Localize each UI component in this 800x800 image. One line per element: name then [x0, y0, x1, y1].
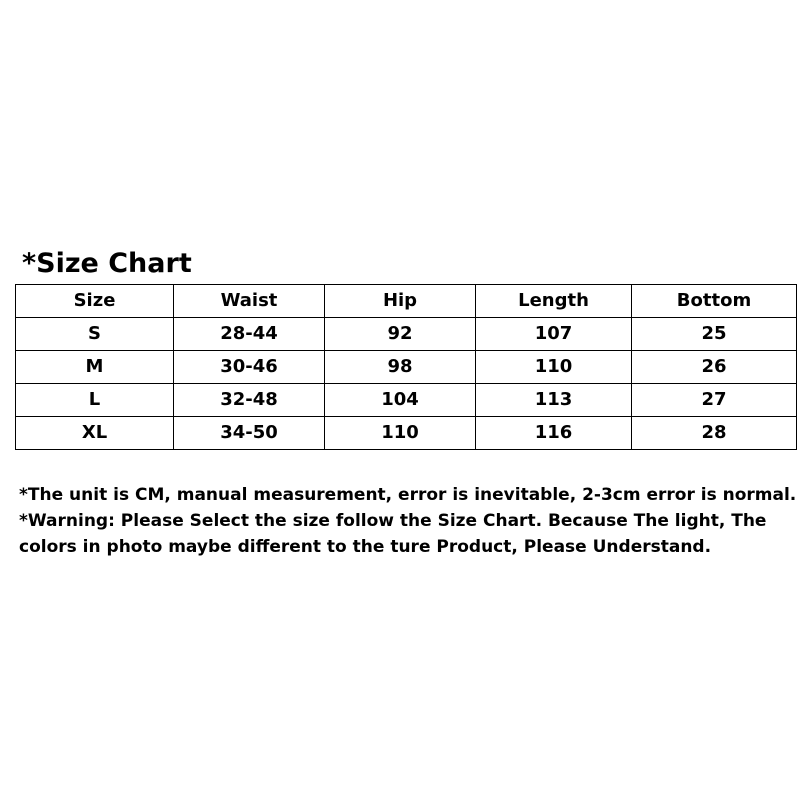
cell-bottom: 28	[632, 417, 797, 450]
header-hip: Hip	[325, 285, 476, 318]
cell-bottom: 26	[632, 351, 797, 384]
header-bottom: Bottom	[632, 285, 797, 318]
header-length: Length	[476, 285, 632, 318]
cell-hip: 98	[325, 351, 476, 384]
cell-bottom: 27	[632, 384, 797, 417]
cell-length: 113	[476, 384, 632, 417]
warning-note: *Warning: Please Select the size follow the Size Chart. Because The light, The colors in photo maybe different to the ture Product, Please Understand.	[19, 511, 767, 557]
cell-length: 110	[476, 351, 632, 384]
unit-note: *The unit is CM, manual measurement, error is inevitable, 2-3cm error is normal.	[19, 485, 797, 505]
cell-length: 107	[476, 318, 632, 351]
cell-size: XL	[16, 417, 174, 450]
header-size: Size	[16, 285, 174, 318]
cell-waist: 32-48	[174, 384, 325, 417]
cell-hip: 92	[325, 318, 476, 351]
size-chart-title: *Size Chart	[22, 248, 192, 279]
table-row	[16, 384, 797, 417]
cell-waist: 34-50	[174, 417, 325, 450]
table-row	[16, 417, 797, 450]
cell-bottom: 25	[632, 318, 797, 351]
size-chart-table	[15, 284, 797, 450]
cell-size: L	[16, 384, 174, 417]
notes-block	[19, 482, 797, 560]
cell-hip: 104	[325, 384, 476, 417]
table-row	[16, 318, 797, 351]
table-row	[16, 351, 797, 384]
cell-size: M	[16, 351, 174, 384]
header-waist: Waist	[174, 285, 325, 318]
table-header-row	[16, 285, 797, 318]
cell-length: 116	[476, 417, 632, 450]
cell-size: S	[16, 318, 174, 351]
cell-hip: 110	[325, 417, 476, 450]
cell-waist: 28-44	[174, 318, 325, 351]
cell-waist: 30-46	[174, 351, 325, 384]
